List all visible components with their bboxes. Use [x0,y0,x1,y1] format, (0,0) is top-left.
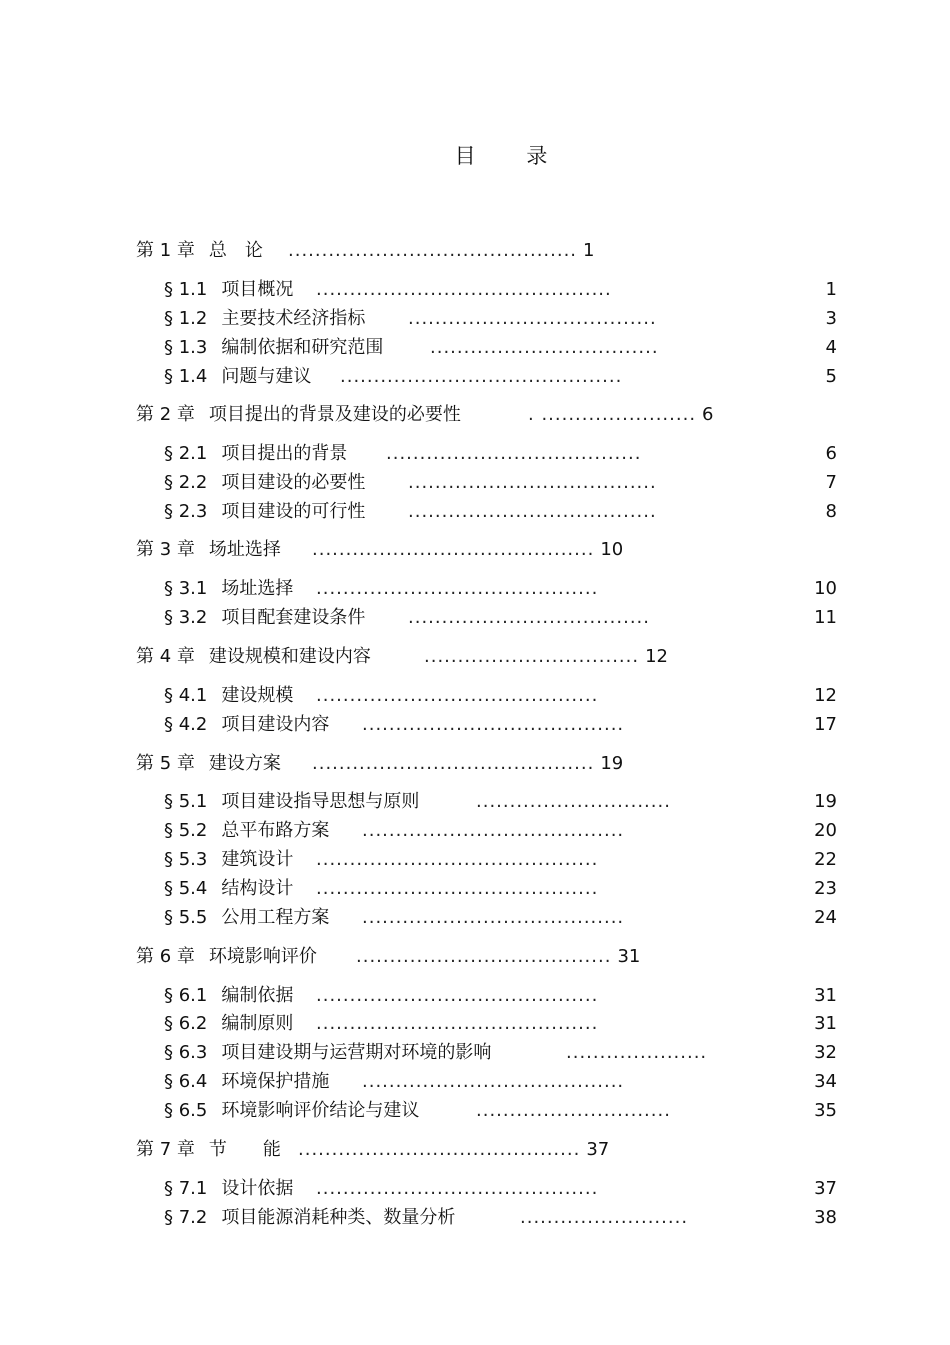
toc-dot-leader: .......................................... [316,849,599,870]
toc-section-entry[interactable] [164,606,365,630]
toc-dot-leader: ....................................... [362,907,625,928]
toc-dot-leader: .......................................... [340,366,623,387]
toc-section-entry[interactable] [164,1041,491,1065]
toc-section-entry[interactable] [164,877,293,901]
toc-section-entry[interactable] [164,906,329,930]
toc-dot-leader: .......................................... [316,1178,599,1199]
toc-entry-title: 项目概况 [221,279,294,300]
toc-entry-number: § 4.1 [164,685,208,706]
toc-entry-number: 第 1 章 [136,240,195,261]
toc-entry-number: § 2.1 [164,443,208,464]
toc-page-number: 31 [814,1013,837,1034]
toc-section-entry[interactable] [164,1206,455,1230]
toc-dot-leader: . ....................... [528,404,697,425]
toc-chapter-entry[interactable] [136,538,281,562]
toc-dot-leader: ..................................... [408,308,657,329]
toc-dot-leader: ....................................... [362,1071,625,1092]
toc-section-entry[interactable] [164,307,365,331]
toc-page-number: 5 [825,366,837,387]
toc-chapter-entry[interactable] [136,1138,281,1162]
toc-dot-leader: ...................................... [356,946,612,967]
toc-entry-number: § 7.2 [164,1207,208,1228]
toc-entry-number: § 6.3 [164,1042,208,1063]
toc-page-number: 6 [702,404,714,425]
toc-section-entry[interactable] [164,984,293,1008]
toc-entry-number: § 6.4 [164,1071,208,1092]
toc-chapter-entry[interactable] [136,403,461,427]
toc-dot-leader: .......................................... [316,1013,599,1034]
toc-page-number: 20 [814,820,837,841]
toc-entry-number: § 5.1 [164,791,208,812]
toc-page-number: 17 [814,714,837,735]
toc-entry-title: 结构设计 [221,878,294,899]
toc-dot-leader: ................................ [424,646,640,667]
toc-entry-title: 编制依据和研究范围 [221,337,384,358]
toc-section-entry[interactable] [164,278,293,302]
toc-entry-title: 公用工程方案 [221,907,330,928]
toc-page-number: 19 [600,753,624,774]
toc-dot-leader: ............................................ [316,279,612,300]
toc-section-entry[interactable] [164,1070,329,1094]
toc-entry-title: 场址选择 [208,539,281,560]
toc-entry-title: 项目提出的背景及建设的必要性 [208,404,461,425]
toc-section-entry[interactable] [164,577,293,601]
toc-section-entry[interactable] [164,442,347,466]
toc-entry-title: 项目建设的可行性 [221,501,366,522]
toc-entry-title: 建设方案 [208,753,281,774]
toc-section-entry[interactable] [164,819,329,843]
toc-chapter-entry[interactable] [136,239,263,263]
toc-entry-number: § 2.3 [164,501,208,522]
toc-entry-number: 第 4 章 [136,646,195,667]
toc-entry-title: 项目建设期与运营期对环境的影响 [221,1042,492,1063]
toc-entry-title: 项目建设指导思想与原则 [221,791,420,812]
toc-dot-leader: ..................................... [408,501,657,522]
toc-page-number: 24 [814,907,837,928]
toc-entry-number: § 1.2 [164,308,208,329]
toc-section-entry[interactable] [164,713,329,737]
toc-entry-number: § 1.4 [164,366,208,387]
toc-entry-number: § 2.2 [164,472,208,493]
toc-section-entry[interactable] [164,790,419,814]
toc-dot-leader: ..................................... [408,472,657,493]
toc-page-number: 11 [814,607,837,628]
toc-page-number: 10 [814,578,837,599]
toc-entry-title: 设计依据 [221,1178,294,1199]
toc-entry-number: § 3.2 [164,607,208,628]
toc-entry-number: § 6.5 [164,1100,208,1121]
toc-entry-title: 项目建设内容 [221,714,330,735]
toc-page-number: 10 [600,539,624,560]
toc-entry-title: 问题与建议 [221,366,312,387]
toc-section-entry[interactable] [164,1099,419,1123]
toc-section-entry[interactable] [164,1177,293,1201]
toc-entry-number: 第 7 章 [136,1139,195,1160]
toc-entry-number: § 5.4 [164,878,208,899]
toc-page-number: 6 [825,443,837,464]
toc-chapter-entry[interactable] [136,752,281,776]
toc-page-number: 37 [586,1139,610,1160]
toc-section-entry[interactable] [164,500,365,524]
toc-entry-number: § 7.1 [164,1178,208,1199]
toc-dot-leader: .................................. [430,337,659,358]
toc-section-entry[interactable] [164,848,293,872]
toc-entry-number: § 5.2 [164,820,208,841]
toc-entry-number: 第 5 章 [136,753,195,774]
toc-dot-leader: ..................... [566,1042,708,1063]
toc-dot-leader: .................................... [408,607,650,628]
toc-entry-title: 节 能 [208,1139,281,1160]
toc-dot-leader: ............................. [476,791,671,812]
toc-page-number: 37 [814,1178,837,1199]
toc-dot-leader: .......................................... [312,539,595,560]
toc-entry-number: 第 6 章 [136,946,195,967]
toc-dot-leader: .......................................... [298,1139,581,1160]
toc-section-entry[interactable] [164,684,293,708]
toc-dot-leader: .......................................... [316,685,599,706]
toc-section-entry[interactable] [164,336,383,360]
toc-page-number: 3 [825,308,837,329]
toc-dot-leader: ........................................... [288,240,578,261]
toc-page-number: 1 [583,240,595,261]
toc-chapter-entry[interactable] [136,645,371,669]
toc-page-number: 35 [814,1100,837,1121]
toc-page-number: 31 [617,946,641,967]
toc-page-number: 12 [645,646,668,667]
toc-entry-number: 第 3 章 [136,539,195,560]
toc-entry-title: 建筑设计 [221,849,294,870]
toc-dot-leader: ...................................... [386,443,642,464]
toc-dot-leader: .......................................... [312,753,595,774]
toc-dot-leader: ....................................... [362,714,625,735]
toc-entry-title: 建设规模和建设内容 [208,646,371,667]
toc-entry-number: § 5.5 [164,907,208,928]
toc-chapter-entry[interactable] [136,945,317,969]
toc-page-number: 7 [825,472,837,493]
toc-entry-title: 项目配套建设条件 [221,607,366,628]
toc-entry-title: 项目建设的必要性 [221,472,366,493]
toc-entry-number: § 6.1 [164,985,208,1006]
toc-dot-leader: ....................................... [362,820,625,841]
toc-section-entry[interactable] [164,471,365,495]
toc-entry-title: 编制依据 [221,985,294,1006]
toc-section-entry[interactable] [164,1012,293,1036]
toc-entry-title: 建设规模 [221,685,294,706]
toc-entry-number: 第 2 章 [136,404,195,425]
toc-page-number: 34 [814,1071,837,1092]
toc-page-number: 23 [814,878,837,899]
toc-page-number: 31 [814,985,837,1006]
toc-entry-title: 主要技术经济指标 [221,308,366,329]
page-title: 目 录 [454,144,570,168]
toc-entry-number: § 5.3 [164,849,208,870]
toc-page-number: 22 [814,849,837,870]
toc-entry-number: § 1.1 [164,279,208,300]
toc-page-number: 38 [814,1207,837,1228]
toc-page-number: 1 [825,279,837,300]
toc-entry-title: 总平布路方案 [221,820,330,841]
toc-dot-leader: .......................................... [316,878,599,899]
toc-entry-title: 环境影响评价结论与建议 [221,1100,420,1121]
toc-entry-title: 场址选择 [221,578,294,599]
toc-entry-number: § 3.1 [164,578,208,599]
toc-entry-number: § 6.2 [164,1013,208,1034]
toc-entry-title: 编制原则 [221,1013,294,1034]
toc-dot-leader: .......................................... [316,985,599,1006]
toc-entry-number: § 4.2 [164,714,208,735]
toc-entry-title: 环境保护措施 [221,1071,330,1092]
toc-section-entry[interactable] [164,365,311,389]
toc-entry-title: 总 论 [208,240,263,261]
toc-entry-title: 项目能源消耗种类、数量分析 [221,1207,456,1228]
toc-page-number: 32 [814,1042,837,1063]
toc-dot-leader: .......................................... [316,578,599,599]
toc-page-number: 12 [814,685,837,706]
toc-entry-number: § 1.3 [164,337,208,358]
toc-page-number: 4 [825,337,837,358]
toc-page-number: 19 [814,791,837,812]
toc-dot-leader: ......................... [520,1207,689,1228]
toc-entry-title: 项目提出的背景 [221,443,348,464]
toc-page-number: 8 [825,501,837,522]
toc-dot-leader: ............................. [476,1100,671,1121]
toc-entry-title: 环境影响评价 [208,946,317,967]
